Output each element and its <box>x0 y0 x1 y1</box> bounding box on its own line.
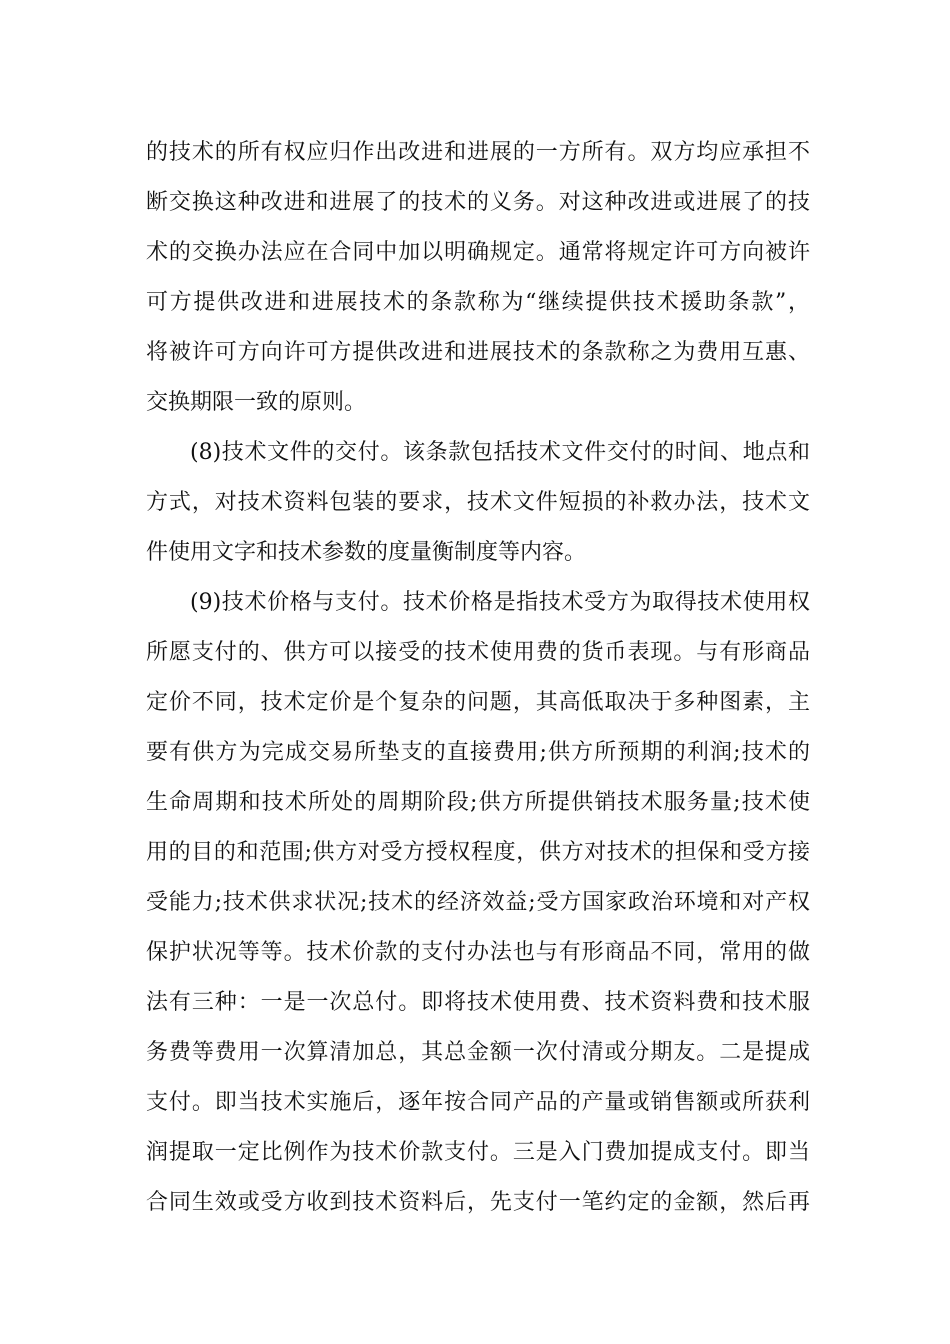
document-page <box>146 128 810 1228</box>
text-line: 方式，对技术资料包装的要求，技术文件短损的补救办法，技术文 <box>146 490 810 515</box>
text-line: 合同生效或受方收到技术资料后，先支付一笔约定的金额，然后再 <box>146 1190 810 1215</box>
paragraph-start-line: (8)技术文件的交付。该条款包括技术文件交付的时间、地点和 <box>190 440 810 465</box>
paragraph-start-line: (9)技术价格与支付。技术价格是指技术受方为取得技术使用权 <box>190 590 810 615</box>
text-line: 润提取一定比例作为技术价款支付。三是入门费加提成支付。即当 <box>146 1140 810 1165</box>
text-line: 将被许可方向许可方提供改进和进展技术的条款称之为费用互惠、 <box>146 340 810 365</box>
text-line: 要有供方为完成交易所垫支的直接费用;供方所预期的利润;技术的 <box>146 740 810 765</box>
text-line: 用的目的和范围;供方对受方授权程度，供方对技术的担保和受方接 <box>146 840 810 865</box>
text-line: 的技术的所有权应归作出改进和进展的一方所有。双方均应承担不 <box>146 140 810 165</box>
text-line: 可方提供改进和进展技术的条款称为“继续提供技术援助条款”， <box>146 290 810 315</box>
text-line: 术的交换办法应在合同中加以明确规定。通常将规定许可方向被许 <box>146 240 810 265</box>
text-line: 受能力;技术供求状况;技术的经济效益;受方国家政治环境和对产权 <box>146 890 810 915</box>
text-line: 保护状况等等。技术价款的支付办法也与有形商品不同，常用的做 <box>146 940 810 965</box>
text-line: 件使用文字和技术参数的度量衡制度等内容。 <box>146 540 587 565</box>
text-line: 交换期限一致的原则。 <box>146 390 367 415</box>
text-line: 法有三种：一是一次总付。即将技术使用费、技术资料费和技术服 <box>146 990 810 1015</box>
text-line: 生命周期和技术所处的周期阶段;供方所提供销技术服务量;技术使 <box>146 790 810 815</box>
text-line: 所愿支付的、供方可以接受的技术使用费的货币表现。与有形商品 <box>146 640 810 665</box>
text-line: 断交换这种改进和进展了的技术的义务。对这种改进或进展了的技 <box>146 190 810 215</box>
text-line: 定价不同，技术定价是个复杂的问题，其高低取决于多种图素，主 <box>146 690 810 715</box>
text-line: 支付。即当技术实施后，逐年按合同产品的产量或销售额或所获利 <box>146 1090 810 1115</box>
text-line: 务费等费用一次算清加总，其总金额一次付清或分期友。二是提成 <box>146 1040 810 1065</box>
